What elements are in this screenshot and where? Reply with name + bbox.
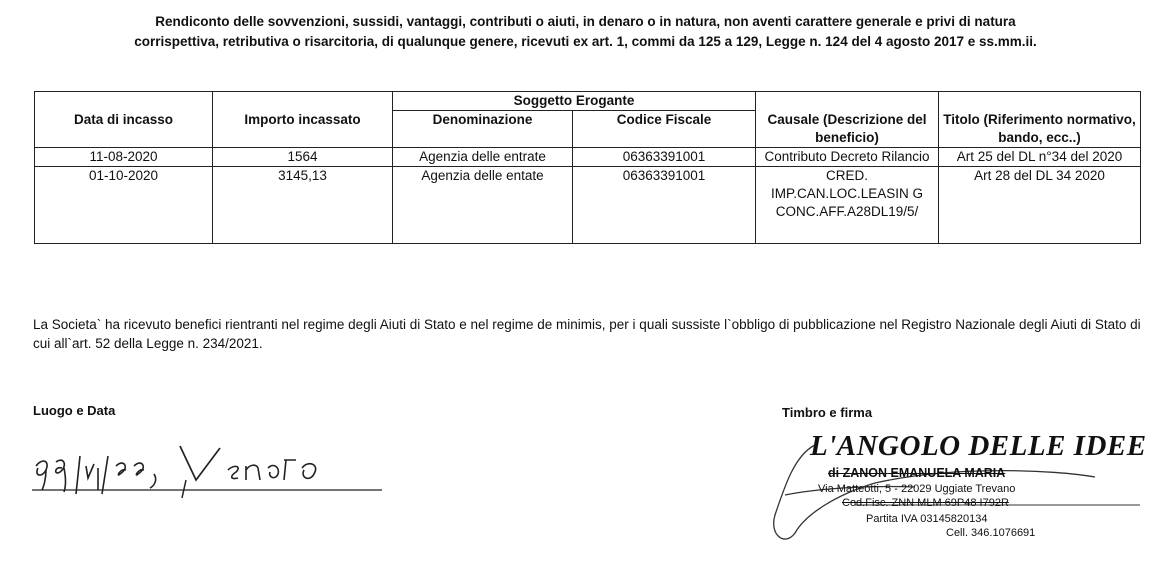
table-row [35,147,1141,166]
header-titolo: Titolo (Riferimento normativo, bando, ecc..) [939,111,1141,148]
header-row [35,111,1141,148]
stamp-address: Via Matteotti, 5 - 22029 Uggiate Trevano [818,483,1016,495]
group-header-row [35,92,1141,111]
header-codice: Codice Fiscale [573,111,756,148]
header-denominazione: Denominazione [393,111,573,148]
aid-note: La Societa` ha ricevuto benefici rientranti nel regime degli Aiuti di Stato e nel regime de minimis, per i quali sussiste l`obbligo di pubblicazione nel Registro Nazionale degli Aiuti di Stato di cui all`art. 52 della Legge n. 234/2021. [33,317,1141,351]
cell-codice: 06363391001 [573,166,756,243]
timbro-firma-label: Timbro e firma [782,405,873,420]
handwritten-place-date-signature [24,438,384,518]
cell-importo: 1564 [213,147,393,166]
stamp-partita-iva: Partita IVA 03145820134 [866,513,988,525]
stamp-cell: Cell. 346.1076691 [946,527,1036,539]
document-title [20,12,1151,52]
cell-codice: 06363391001 [573,147,756,166]
grants-table [34,91,1141,244]
stamp-codice-fiscale: Cod.Fisc. ZNN MLM 69P48 I792R [842,497,1009,509]
stamp-company-name: L'ANGOLO DELLE IDEE [810,430,1147,462]
cell-causale: CRED. IMP.CAN.LOC.LEASIN G CONC.AFF.A28DL19/5/ [756,166,939,243]
stamp-owner: di ZANON EMANUELA MARIA [828,466,1006,480]
cell-importo: 3145,13 [213,166,393,243]
header-causale: Causale (Descrizione del beneficio) [756,111,939,148]
luogo-data-value: 29/11/22, Venaro [28,468,36,469]
cell-titolo: Art 25 del DL n°34 del 2020 [939,147,1141,166]
cell-causale: Contributo Decreto Rilancio [756,147,939,166]
table-row [35,166,1141,243]
title-line-2: corrispettiva, retributiva o risarcitoria, di qualunque genere, ricevuti ex art. 1, commi da 125 a 129, Legge n. 124 del 4 agosto 2017 e ss.mm.ii. [134,34,1037,49]
cell-data: 01-10-2020 [35,166,213,243]
header-importo: Importo incassato [213,111,393,148]
cell-data: 11-08-2020 [35,147,213,166]
title-line-1: Rendiconto delle sovvenzioni, sussidi, vantaggi, contributi o aiuti, in denaro o in natura, non aventi carattere generale e privi di natura [155,14,1016,29]
header-data: Data di incasso [35,111,213,148]
cell-titolo: Art 28 del DL 34 2020 [939,166,1141,243]
group-header-soggetto: Soggetto Erogante [393,92,756,111]
cell-denominazione: Agenzia delle entrate [393,147,573,166]
luogo-data-label: Luogo e Data [33,403,116,418]
cell-denominazione: Agenzia delle entate [393,166,573,243]
